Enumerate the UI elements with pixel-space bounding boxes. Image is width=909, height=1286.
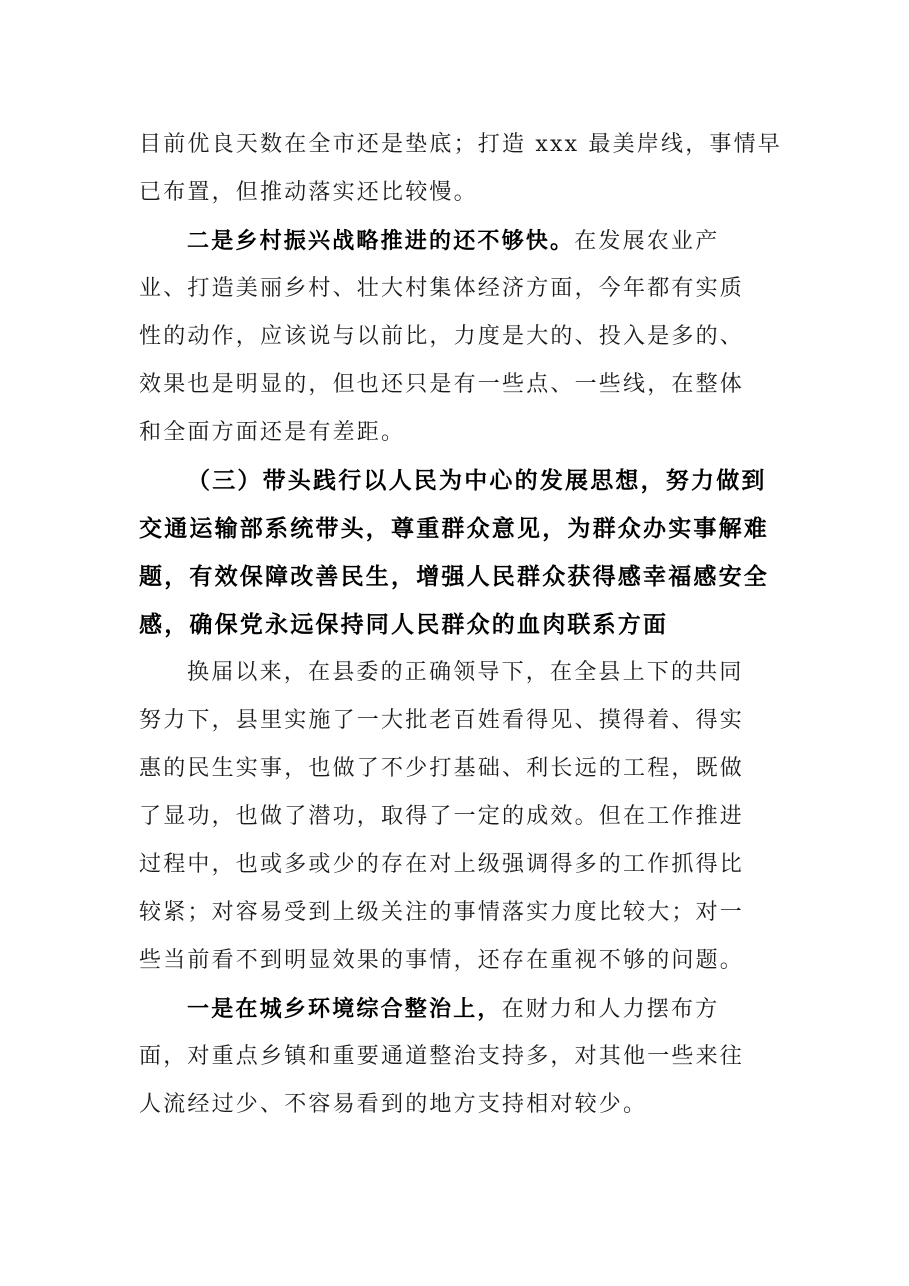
paragraph-line: 惠的民生实事，也做了不少打基础、利长远的工程，既做 [139,756,745,781]
paragraph-line: 和全面方面还是有差距。 [139,420,406,445]
line-rest: 在发展农业产 [574,229,720,254]
bold-lead: 二是乡村振兴战略推进的还不够快。 [187,228,575,254]
paragraph-line: 换届以来，在县委的正确领导下，在全县上下的共同 [187,660,744,685]
paragraph-line: 业、打造美丽乡村、壮大村集体经济方面，今年都有实质 [139,276,745,301]
line-rest: 在财力和人力摆布方 [501,997,720,1022]
paragraph-line: 性的动作，应该说与以前比，力度是大的、投入是多的、 [139,324,745,349]
heading-line: 交通运输部系统带头，尊重群众意见，为群众办实事解难 [139,515,769,542]
paragraph-line: 较紧；对容易受到上级关注的事情落实力度比较大；对一 [139,900,745,925]
paragraph-line: 目前优良天数在全市还是垫底；打造 xxx 最美岸线，事情早 [139,132,783,157]
paragraph-line: 面，对重点乡镇和重要通道整治支持多，对其他一些来往 [139,1044,745,1069]
paragraph-line: 已布置，但推动落实还比较慢。 [139,180,478,205]
bold-lead: 一是在城乡环境综合整治上， [187,996,502,1022]
paragraph-line: 过程中，也或多或少的存在对上级强调得多的工作抓得比 [139,852,745,877]
heading-line: 感，确保党永远保持同人民群众的血肉联系方面 [139,611,669,638]
paragraph-line: 了显功，也做了潜功，取得了一定的成效。但在工作推进 [139,804,745,829]
heading-line: （三）带头践行以人民为中心的发展思想，努力做到 [187,467,767,494]
paragraph-line: 人流经过少、不容易看到的地方支持相对较少。 [139,1092,648,1117]
paragraph-first-line [187,994,719,1024]
paragraph-line: 效果也是明显的，但也还只是有一些点、一些线，在整体 [139,372,745,397]
paragraph-line: 努力下，县里实施了一大批老百姓看得见、摸得着、得实 [139,708,745,733]
paragraph-first-line [187,226,719,256]
paragraph-line: 些当前看不到明显效果的事情，还存在重视不够的问题。 [139,948,745,973]
heading-line: 题，有效保障改善民生，增强人民群众获得感幸福感安全 [139,563,769,590]
